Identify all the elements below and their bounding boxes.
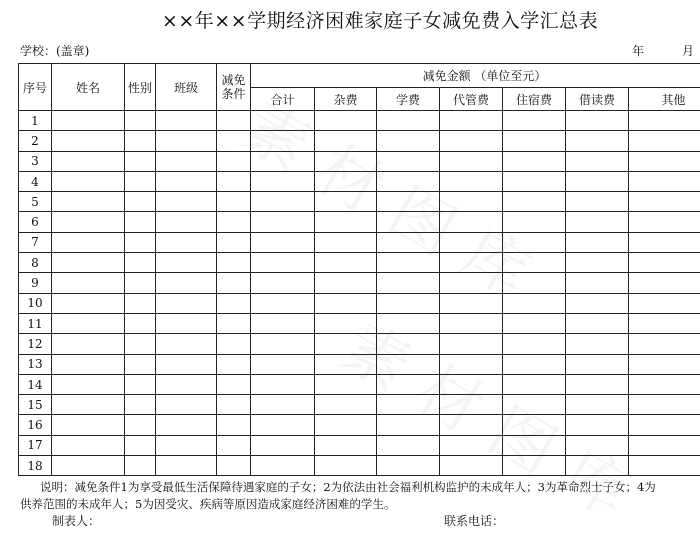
table-cell[interactable] <box>251 354 315 374</box>
header-gender: 性别 <box>125 64 156 111</box>
row-number: 12 <box>19 334 52 354</box>
table-cell[interactable] <box>156 192 217 212</box>
row-number: 6 <box>19 212 52 232</box>
table-cell[interactable] <box>125 456 156 476</box>
table-cell[interactable] <box>629 456 700 476</box>
table-cell[interactable] <box>377 171 440 191</box>
table-cell[interactable] <box>377 212 440 232</box>
table-cell[interactable] <box>440 232 503 252</box>
table-cell[interactable] <box>217 374 251 394</box>
table-cell[interactable] <box>503 435 566 455</box>
table-cell[interactable] <box>440 334 503 354</box>
table-cell[interactable] <box>629 395 700 415</box>
row-number: 4 <box>19 171 52 191</box>
table-cell[interactable] <box>377 354 440 374</box>
table-row <box>19 354 700 374</box>
header-amount-group: 减免金额 （单位至元） <box>251 64 700 88</box>
table-cell[interactable] <box>217 313 251 333</box>
table-cell[interactable] <box>503 334 566 354</box>
table-cell[interactable] <box>251 395 315 415</box>
table-cell[interactable] <box>503 192 566 212</box>
table-cell[interactable] <box>315 111 377 131</box>
table-cell[interactable] <box>440 313 503 333</box>
table-cell[interactable] <box>377 435 440 455</box>
header-seq: 序号 <box>19 64 52 111</box>
table-cell[interactable] <box>629 131 700 151</box>
table-cell[interactable] <box>251 415 315 435</box>
table-cell[interactable] <box>156 456 217 476</box>
table-cell[interactable] <box>566 273 629 293</box>
row-number: 14 <box>19 374 52 394</box>
table-cell[interactable] <box>52 334 125 354</box>
table-cell[interactable] <box>315 151 377 171</box>
table-cell[interactable] <box>125 354 156 374</box>
table-cell[interactable] <box>156 354 217 374</box>
table-cell[interactable] <box>566 354 629 374</box>
table-row <box>19 334 700 354</box>
table-cell[interactable] <box>377 374 440 394</box>
table-cell[interactable] <box>217 415 251 435</box>
table-cell[interactable] <box>377 334 440 354</box>
table-cell[interactable] <box>52 212 125 232</box>
table-cell[interactable] <box>52 395 125 415</box>
table-cell[interactable] <box>629 374 700 394</box>
table-cell[interactable] <box>125 171 156 191</box>
row-number: 18 <box>19 456 52 476</box>
row-number: 7 <box>19 232 52 252</box>
table-cell[interactable] <box>377 192 440 212</box>
table-cell[interactable] <box>503 456 566 476</box>
table-cell[interactable] <box>156 131 217 151</box>
table-cell[interactable] <box>251 212 315 232</box>
table-cell[interactable] <box>52 354 125 374</box>
table-cell[interactable] <box>217 212 251 232</box>
table-row <box>19 273 700 293</box>
table-cell[interactable] <box>315 395 377 415</box>
table-cell[interactable] <box>125 415 156 435</box>
table-cell[interactable] <box>217 232 251 252</box>
table-cell[interactable] <box>629 415 700 435</box>
note-line-2: 供养范围的未成年人；5为因受灾、疾病等原因造成家庭经济困难的学生。 <box>20 496 395 512</box>
phone-label: 联系电话： <box>444 512 504 529</box>
table-cell[interactable] <box>503 313 566 333</box>
table-cell[interactable] <box>156 415 217 435</box>
table-cell[interactable] <box>251 374 315 394</box>
table-cell[interactable] <box>377 131 440 151</box>
table-cell[interactable] <box>566 435 629 455</box>
table-cell[interactable] <box>251 253 315 273</box>
row-number: 13 <box>19 354 52 374</box>
table-cell[interactable] <box>629 354 700 374</box>
table-cell[interactable] <box>503 354 566 374</box>
table-cell[interactable] <box>52 253 125 273</box>
table-cell[interactable] <box>125 212 156 232</box>
table-cell[interactable] <box>377 253 440 273</box>
header-amount-col: 借读费 <box>566 88 629 111</box>
table-cell[interactable] <box>217 111 251 131</box>
table-cell[interactable] <box>315 435 377 455</box>
table-cell[interactable] <box>629 435 700 455</box>
table-cell[interactable] <box>52 415 125 435</box>
table-cell[interactable] <box>377 313 440 333</box>
table-cell[interactable] <box>566 111 629 131</box>
table-cell[interactable] <box>377 151 440 171</box>
table-cell[interactable] <box>156 334 217 354</box>
table-cell[interactable] <box>315 374 377 394</box>
table-cell[interactable] <box>503 395 566 415</box>
table-cell[interactable] <box>156 111 217 131</box>
table-cell[interactable] <box>629 232 700 252</box>
table-cell[interactable] <box>251 192 315 212</box>
row-number: 11 <box>19 313 52 333</box>
table-cell[interactable] <box>156 293 217 313</box>
table-cell[interactable] <box>217 171 251 191</box>
table-cell[interactable] <box>503 253 566 273</box>
row-number: 15 <box>19 395 52 415</box>
table-cell[interactable] <box>156 171 217 191</box>
table-cell[interactable] <box>125 374 156 394</box>
header-name: 姓名 <box>52 64 125 111</box>
table-cell[interactable] <box>377 273 440 293</box>
table-cell[interactable] <box>440 192 503 212</box>
table-cell[interactable] <box>566 456 629 476</box>
table-cell[interactable] <box>315 253 377 273</box>
table-cell[interactable] <box>125 111 156 131</box>
table-cell[interactable] <box>629 151 700 171</box>
table-cell[interactable] <box>217 354 251 374</box>
table-cell[interactable] <box>315 232 377 252</box>
table-cell[interactable] <box>440 171 503 191</box>
table-cell[interactable] <box>156 313 217 333</box>
table-row <box>19 192 700 212</box>
header-amount-col: 代管费 <box>440 88 503 111</box>
table-cell[interactable] <box>156 273 217 293</box>
table-cell[interactable] <box>566 212 629 232</box>
table-cell[interactable] <box>217 151 251 171</box>
table-cell[interactable] <box>503 232 566 252</box>
row-number: 1 <box>19 111 52 131</box>
table-cell[interactable] <box>440 395 503 415</box>
table-cell[interactable] <box>566 334 629 354</box>
table-cell[interactable] <box>566 313 629 333</box>
table-cell[interactable] <box>251 131 315 151</box>
table-cell[interactable] <box>629 212 700 232</box>
table-cell[interactable] <box>566 395 629 415</box>
table-cell[interactable] <box>629 313 700 333</box>
row-number: 3 <box>19 151 52 171</box>
table-cell[interactable] <box>217 253 251 273</box>
table-cell[interactable] <box>315 192 377 212</box>
table-row <box>19 313 700 333</box>
header-amount-col: 杂费 <box>315 88 377 111</box>
date-label <box>632 42 694 59</box>
header-amount-col: 学费 <box>377 88 440 111</box>
table-cell[interactable] <box>315 313 377 333</box>
table-cell[interactable] <box>629 253 700 273</box>
table-cell[interactable] <box>52 273 125 293</box>
table-cell[interactable] <box>251 313 315 333</box>
table-cell[interactable] <box>251 151 315 171</box>
table-cell[interactable] <box>566 151 629 171</box>
table-row <box>19 293 700 313</box>
table-cell[interactable] <box>125 131 156 151</box>
table-cell[interactable] <box>503 415 566 435</box>
table-cell[interactable] <box>217 435 251 455</box>
table-cell[interactable] <box>156 435 217 455</box>
row-number: 2 <box>19 131 52 151</box>
table-cell[interactable] <box>125 253 156 273</box>
table-cell[interactable] <box>440 111 503 131</box>
table-cell[interactable] <box>315 415 377 435</box>
table-cell[interactable] <box>440 293 503 313</box>
row-number: 17 <box>19 435 52 455</box>
table-row <box>19 456 700 476</box>
note-line-1: 说明：减免条件1为享受最低生活保障待遇家庭的子女；2为依法由社会福利机构监护的未成年人；3为革命烈士子女；4为 <box>40 480 656 495</box>
table-cell[interactable] <box>503 131 566 151</box>
table-cell[interactable] <box>251 171 315 191</box>
table-cell[interactable] <box>315 334 377 354</box>
table-row <box>19 435 700 455</box>
table-cell[interactable] <box>629 111 700 131</box>
table-row <box>19 232 700 252</box>
table-cell[interactable] <box>629 273 700 293</box>
table-cell[interactable] <box>377 415 440 435</box>
school-label: 学校：(盖章) <box>20 42 89 59</box>
table-cell[interactable] <box>217 456 251 476</box>
table-cell[interactable] <box>566 415 629 435</box>
table-cell[interactable] <box>315 273 377 293</box>
table-cell[interactable] <box>315 293 377 313</box>
table-cell[interactable] <box>217 192 251 212</box>
table-cell[interactable] <box>52 131 125 151</box>
table-cell[interactable] <box>52 435 125 455</box>
table-cell[interactable] <box>566 192 629 212</box>
table-cell[interactable] <box>125 232 156 252</box>
table-cell[interactable] <box>125 273 156 293</box>
table-cell[interactable] <box>217 334 251 354</box>
row-number: 16 <box>19 415 52 435</box>
row-number: 5 <box>19 192 52 212</box>
table-cell[interactable] <box>251 273 315 293</box>
table-cell[interactable] <box>217 131 251 151</box>
table-cell[interactable] <box>251 456 315 476</box>
table-cell[interactable] <box>440 273 503 293</box>
table-row <box>19 415 700 435</box>
table-cell[interactable] <box>566 232 629 252</box>
table-cell[interactable] <box>52 192 125 212</box>
table-cell[interactable] <box>52 151 125 171</box>
table-cell[interactable] <box>125 435 156 455</box>
table-cell[interactable] <box>125 151 156 171</box>
table-cell[interactable] <box>251 435 315 455</box>
header-amount-col: 合计 <box>251 88 315 111</box>
table-cell[interactable] <box>440 374 503 394</box>
table-cell[interactable] <box>315 212 377 232</box>
table-cell[interactable] <box>503 374 566 394</box>
table-cell[interactable] <box>440 131 503 151</box>
table-cell[interactable] <box>629 334 700 354</box>
table-cell[interactable] <box>440 456 503 476</box>
table-cell[interactable] <box>52 456 125 476</box>
table-cell[interactable] <box>377 111 440 131</box>
table-cell[interactable] <box>440 253 503 273</box>
header-condition: 减免 条件 <box>217 64 251 111</box>
table-cell[interactable] <box>251 334 315 354</box>
summary-table <box>18 63 700 476</box>
table-row <box>19 212 700 232</box>
preparer-label: 制表人： <box>52 512 100 529</box>
row-number: 8 <box>19 253 52 273</box>
table-row <box>19 151 700 171</box>
table-cell[interactable] <box>125 334 156 354</box>
table-cell[interactable] <box>566 131 629 151</box>
table-cell[interactable] <box>315 354 377 374</box>
table-cell[interactable] <box>251 232 315 252</box>
table-cell[interactable] <box>503 151 566 171</box>
table-cell[interactable] <box>125 313 156 333</box>
table-cell[interactable] <box>315 131 377 151</box>
table-row <box>19 374 700 394</box>
table-cell[interactable] <box>217 395 251 415</box>
table-cell[interactable] <box>503 111 566 131</box>
table-cell[interactable] <box>377 293 440 313</box>
table-cell[interactable] <box>217 293 251 313</box>
table-cell[interactable] <box>52 374 125 394</box>
table-row <box>19 111 700 131</box>
table-cell[interactable] <box>156 253 217 273</box>
table-cell[interactable] <box>629 171 700 191</box>
table-cell[interactable] <box>503 273 566 293</box>
row-number: 10 <box>19 293 52 313</box>
table-cell[interactable] <box>503 171 566 191</box>
table-row <box>19 395 700 415</box>
table-row <box>19 253 700 273</box>
table-cell[interactable] <box>377 232 440 252</box>
table-cell[interactable] <box>315 456 377 476</box>
table-cell[interactable] <box>52 232 125 252</box>
table-cell[interactable] <box>156 151 217 171</box>
table-cell[interactable] <box>251 293 315 313</box>
table-cell[interactable] <box>440 415 503 435</box>
table-cell[interactable] <box>217 273 251 293</box>
table-cell[interactable] <box>125 192 156 212</box>
table-cell[interactable] <box>503 212 566 232</box>
table-cell[interactable] <box>440 151 503 171</box>
table-cell[interactable] <box>629 293 700 313</box>
table-cell[interactable] <box>566 293 629 313</box>
table-cell[interactable] <box>315 171 377 191</box>
table-row <box>19 131 700 151</box>
month-label: 月 <box>682 42 694 59</box>
table-cell[interactable] <box>125 395 156 415</box>
table-cell[interactable] <box>377 395 440 415</box>
table-row <box>19 171 700 191</box>
table-cell[interactable] <box>156 395 217 415</box>
table-cell[interactable] <box>125 293 156 313</box>
table-cell[interactable] <box>156 374 217 394</box>
header-amount-col: 其他 <box>629 88 700 111</box>
table-cell[interactable] <box>503 293 566 313</box>
table-cell[interactable] <box>52 111 125 131</box>
table-cell[interactable] <box>377 456 440 476</box>
table-cell[interactable] <box>251 111 315 131</box>
table-cell[interactable] <box>440 354 503 374</box>
table-cell[interactable] <box>566 253 629 273</box>
table-cell[interactable] <box>52 313 125 333</box>
table-cell[interactable] <box>156 232 217 252</box>
document-title: ××年××学期经济困难家庭子女减免费入学汇总表 <box>0 6 700 33</box>
table-cell[interactable] <box>52 171 125 191</box>
row-number: 9 <box>19 273 52 293</box>
table-cell[interactable] <box>629 192 700 212</box>
header-amount-col: 住宿费 <box>503 88 566 111</box>
header-class: 班级 <box>156 64 217 111</box>
table-cell[interactable] <box>566 374 629 394</box>
table-cell[interactable] <box>156 212 217 232</box>
year-label: 年 <box>632 42 644 59</box>
table-cell[interactable] <box>52 293 125 313</box>
table-cell[interactable] <box>440 435 503 455</box>
table-cell[interactable] <box>440 212 503 232</box>
table-cell[interactable] <box>566 171 629 191</box>
